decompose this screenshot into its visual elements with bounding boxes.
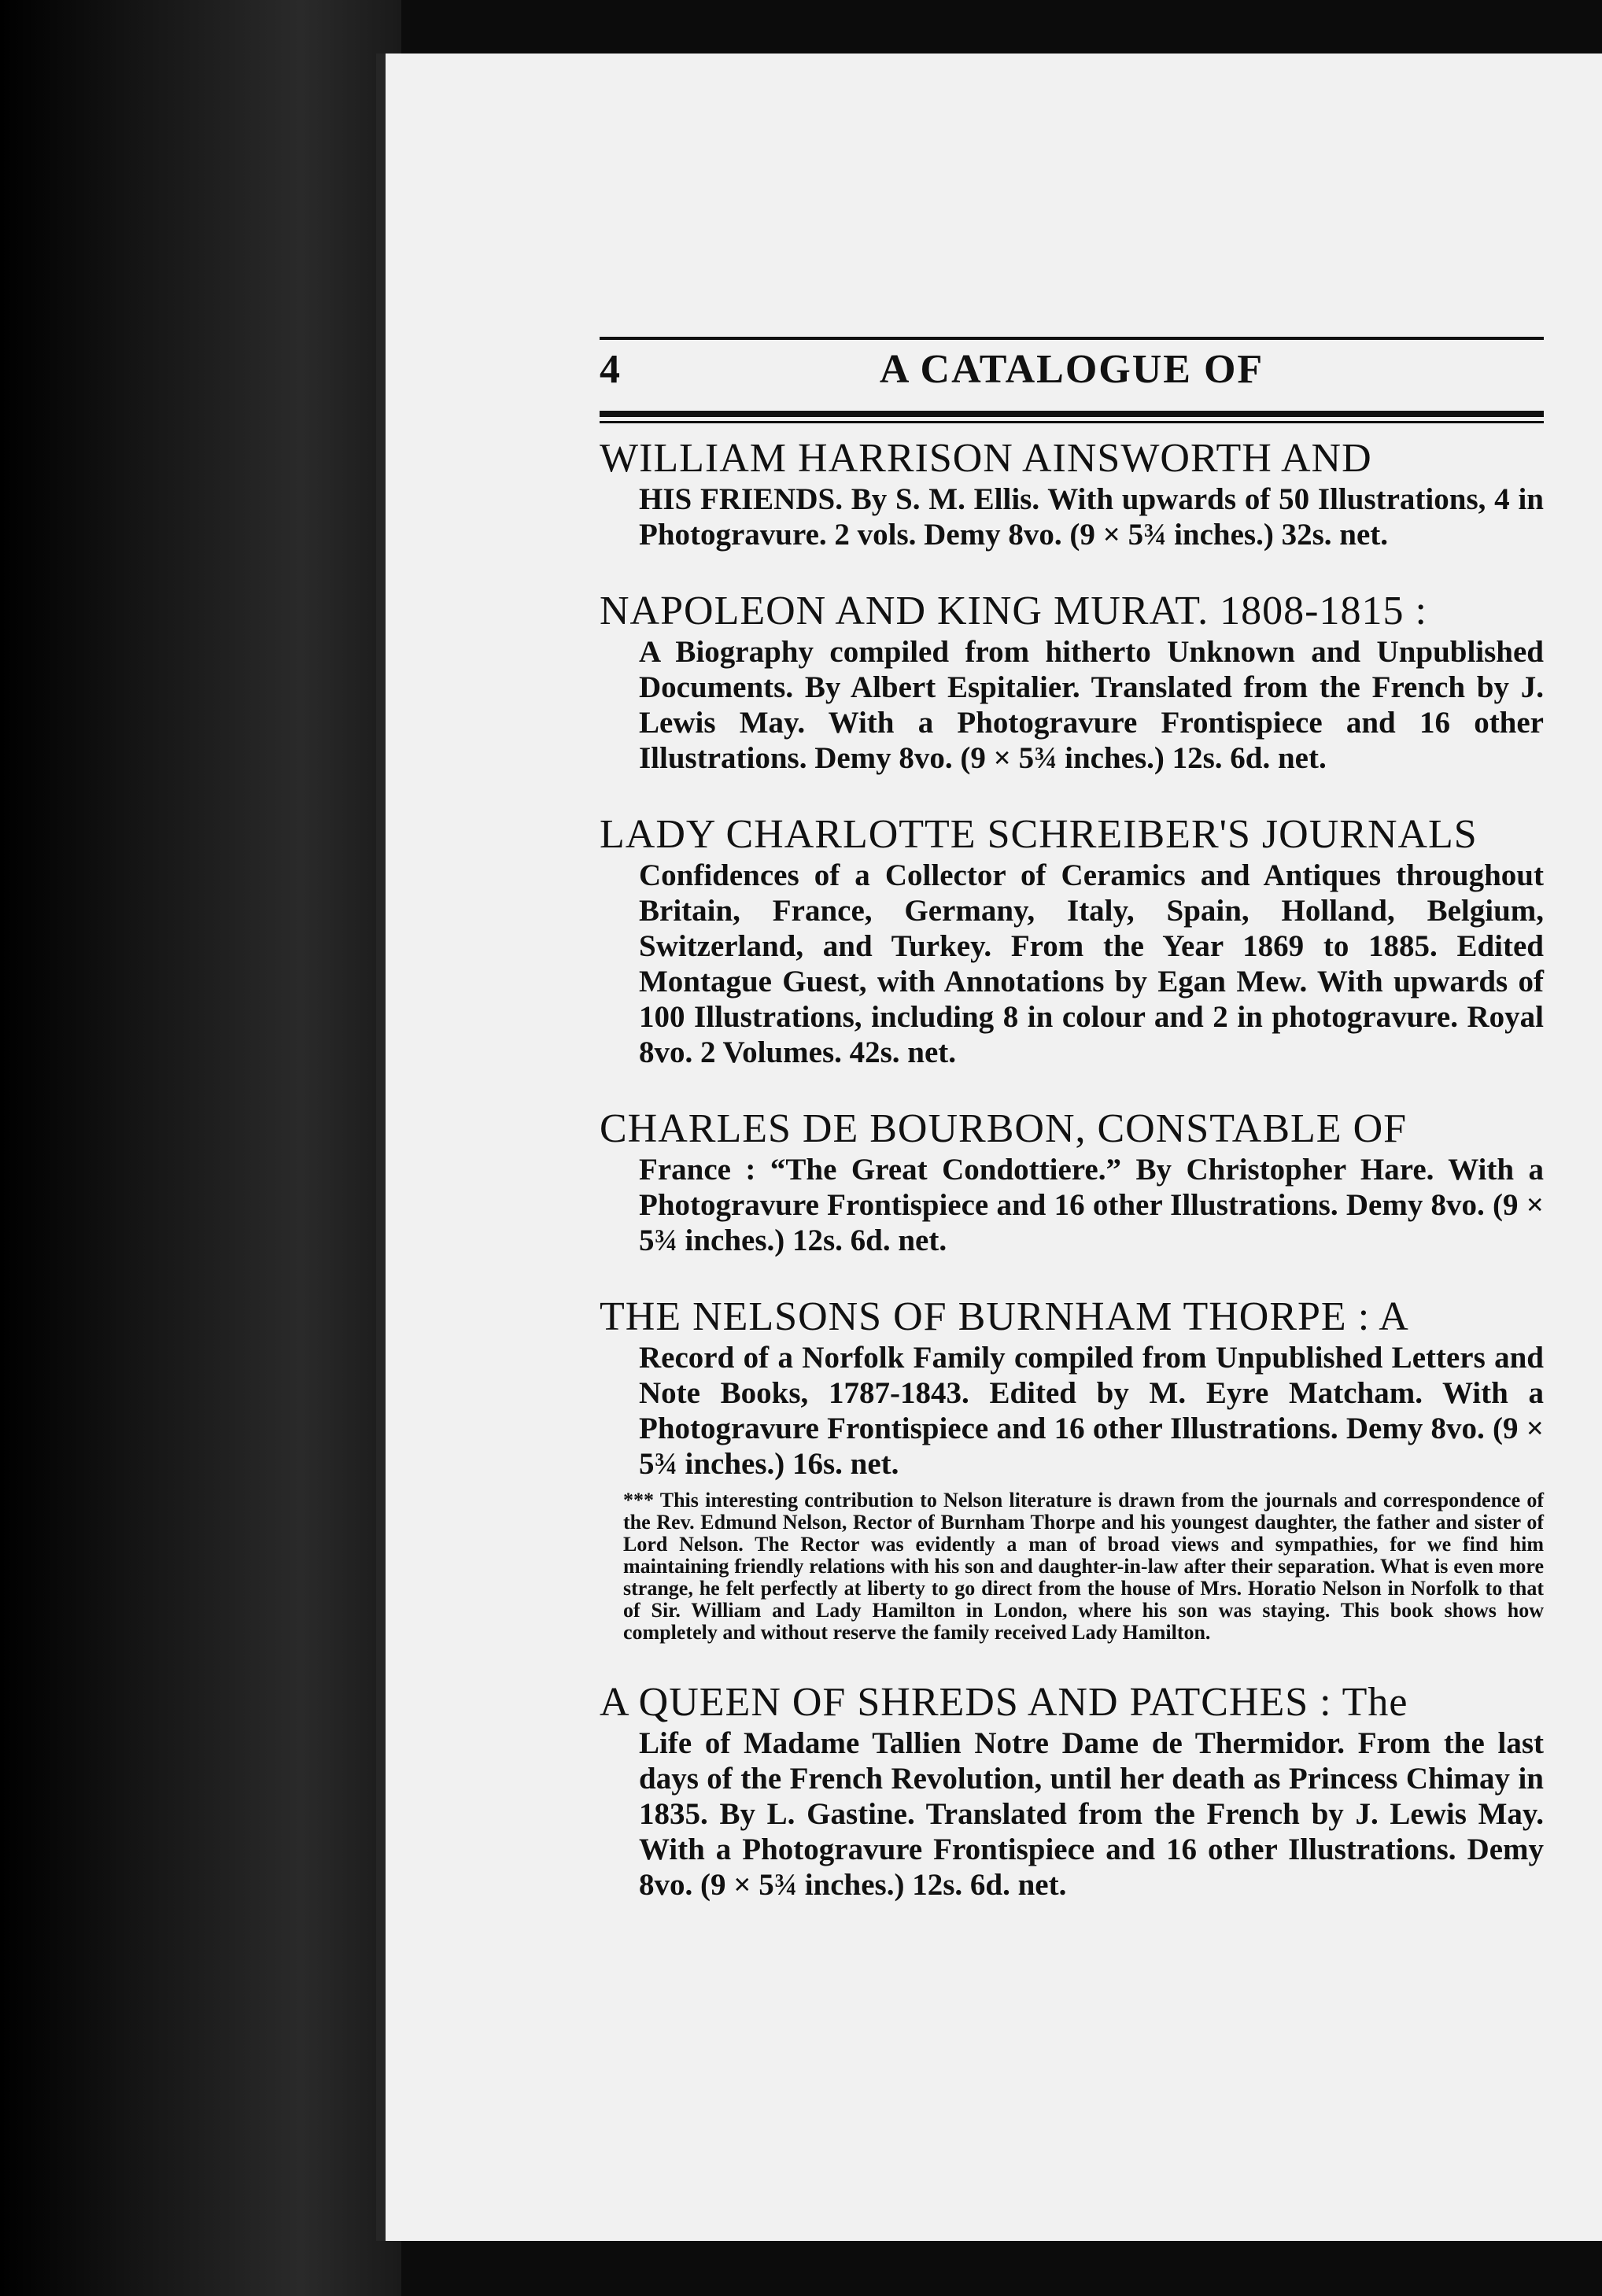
header-rule-thick: [600, 411, 1544, 417]
entry-description: HIS FRIENDS. By S. M. Ellis. With upwards of 50 Illustrations, 4 in Photogravure. 2 vols. Demy 8vo. (9 × 5¾ inches.) 32s. net.: [639, 482, 1544, 552]
entry-title: LADY CHARLOTTE SCHREIBER'S JOURNALS: [600, 812, 1478, 857]
catalogue-entry-bourbon: [600, 1106, 1544, 1258]
catalogue-entry-napoleon: [600, 589, 1544, 776]
entry-title: THE NELSONS OF BURNHAM THORPE : A: [600, 1294, 1409, 1339]
entry-title: CHARLES DE BOURBON, CONSTABLE OF: [600, 1106, 1408, 1151]
catalogue-page: [376, 54, 1602, 2241]
catalogue-entry-tallien: [600, 1680, 1544, 1903]
entry-description: Record of a Norfolk Family compiled from Unpublished Letters and Note Books, 1787-1843. Edited by M. Eyre Matcham. With a Photogravure Frontispiece and 16 other Illustrations. Demy 8vo. (9 × 5¾ inches.) 16s. net.: [639, 1341, 1544, 1481]
entry-note: *** This interesting contribution to Nelson literature is drawn from the journals and correspondence of the Rev. Edmund Nelson, Rector of Burnham Thorpe and his youngest daughter, the father and sister of Lord Nelson. The Rector was evidently a man of broad views and sympathies, for we find him maintaining friendly relations with his son and daughter-in-law after their separation. What is even more strange, he felt perfectly at liberty to go direct from the house of Mrs. Horatio Nelson in Norfolk to that of Sir. William and Lady Hamilton in London, where his son was staying. This book shows how completely and without reserve the family received Lady Hamilton.: [623, 1489, 1544, 1644]
entry-title: A QUEEN OF SHREDS AND PATCHES : The: [600, 1680, 1408, 1725]
entry-description: A Biography compiled from hitherto Unknown and Unpublished Documents. By Albert Espitalier. Translated from the French by J. Lewis May. With a Photogravure Frontispiece and 16 other Illustrations. Demy 8vo. (9 × 5¾ inches.) 12s. 6d. net.: [639, 635, 1544, 775]
entry-description: Life of Madame Tallien Notre Dame de Thermidor. From the last days of the French Revolution, until her death as Princess Chimay in 1835. By L. Gastine. Translated from the French by J. Lewis May. With a Photogravure Frontispiece and 16 other Illustrations. Demy 8vo. (9 × 5¾ inches.) 12s. 6d. net.: [639, 1726, 1544, 1902]
header-rule-thin: [600, 421, 1544, 423]
catalogue-entry-schreiber: [600, 812, 1544, 1070]
entry-description: France : “The Great Condottiere.” By Christopher Hare. With a Photogravure Frontispiece and 16 other Illustrations. Demy 8vo. (9 × 5¾ inches.) 12s. 6d. net.: [639, 1153, 1544, 1257]
page-content: [600, 337, 1544, 1939]
entry-title: WILLIAM HARRISON AINSWORTH AND: [600, 436, 1372, 481]
running-header: [600, 337, 1544, 403]
book-spine-shadow: [0, 0, 401, 2296]
entry-description: Confidences of a Collector of Ceramics and Antiques throughout Britain, France, Germany, Italy, Spain, Holland, Belgium, Switzerland, and Turkey. From the Year 1869 to 1885. Edited Montague Guest, with Annotations by Egan Mew. With upwards of 100 Illustrations, including 8 in colour and 2 in photogravure. Royal 8vo. 2 Volumes. 42s. net.: [639, 858, 1544, 1069]
catalogue-entry-ainsworth: [600, 436, 1544, 552]
page-number: 4: [600, 347, 620, 392]
catalogue-entry-nelsons: [600, 1294, 1544, 1644]
running-title: A CATALOGUE OF: [879, 347, 1264, 392]
entry-title: NAPOLEON AND KING MURAT. 1808-1815 :: [600, 589, 1427, 633]
